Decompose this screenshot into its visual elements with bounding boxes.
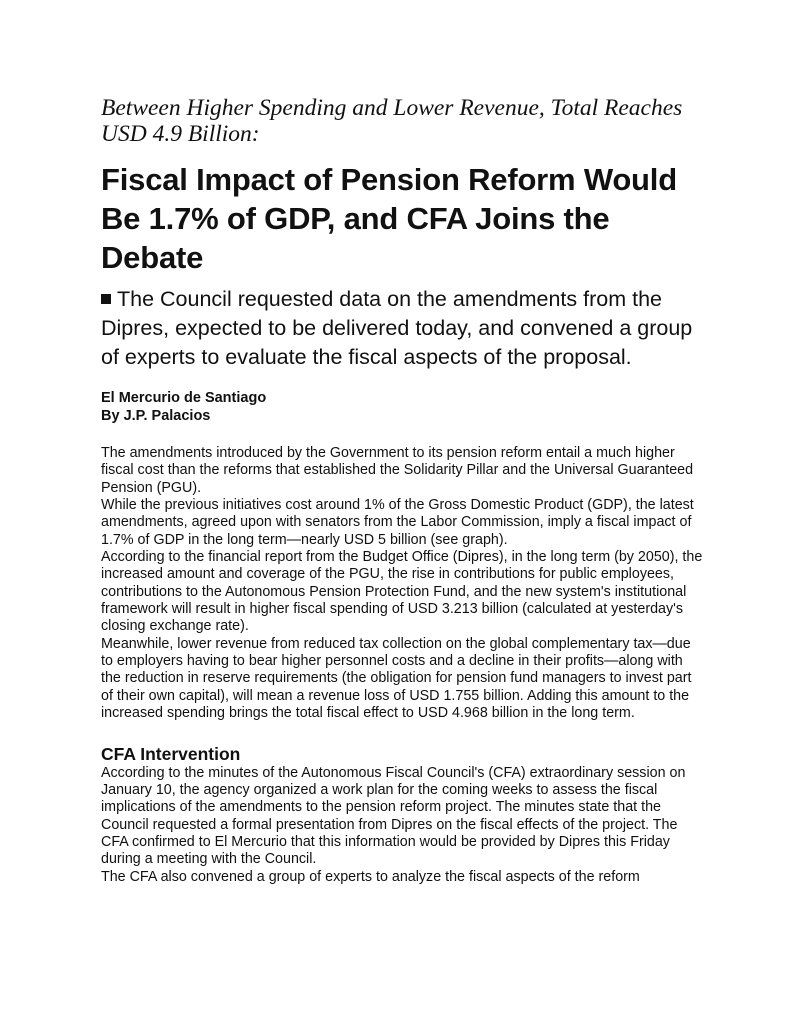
byline: [101, 389, 706, 425]
article-lede: [101, 285, 706, 372]
square-bullet-icon: [101, 294, 111, 304]
article-body: [101, 445, 706, 886]
body-paragraph: According to the financial report from the Budget Office (Dipres), in the long term (by 2050), the increased amount and coverage of the PGU, the rise in contributions for public employees, contributions to the Autonomous Pension Protection Fund, and the new system's institutional framework will result in higher fiscal spending of USD 3.213 billion (calculated at yesterday's closing exchange rate).: [101, 549, 703, 635]
section-paragraph: The CFA also convened a group of experts to analyze the fiscal aspects of the reform: [101, 868, 640, 885]
body-paragraph: Meanwhile, lower revenue from reduced tax collection on the global complementary tax—due to employers having to bear higher personnel costs and a decline in their profits—along with the reduction in reserve requirements (the obligation for pension fund managers to invest part of their own capital), will mean a revenue loss of USD 1.755 billion. Adding this amount to the increased spending brings the total fiscal effect to USD 4.968 billion in the long term.: [101, 635, 692, 722]
article: [101, 95, 706, 886]
article-kicker: Between Higher Spending and Lower Revenue, Total Reaches USD 4.9 Billion:: [101, 95, 683, 147]
body-paragraph: The amendments introduced by the Government to its pension reform entail a much higher fiscal cost than the reforms that established the Solidarity Pillar and the Universal Guaranteed Pension (PGU).: [101, 445, 694, 496]
article-headline: Fiscal Impact of Pension Reform Would Be 1.7% of GDP, and CFA Joins the Debate: [101, 162, 677, 275]
lede-text: The Council requested data on the amendments from the Dipres, expected to be delivered today, and convened a group of experts to evaluate the fiscal aspects of the proposal.: [101, 287, 693, 369]
body-paragraph: While the previous initiatives cost around 1% of the Gross Domestic Product (GDP), the latest amendments, agreed upon with senators from the Labor Commission, imply a fiscal impact of 1.7% of GDP in the long term—nearly USD 5 billion (see graph).: [101, 497, 694, 548]
section-heading: CFA Intervention: [101, 743, 241, 764]
source-name: El Mercurio de Santiago: [101, 390, 267, 406]
author-name: By J.P. Palacios: [101, 408, 211, 424]
section-paragraph: According to the minutes of the Autonomous Fiscal Council's (CFA) extraordinary session on January 10, the agency organized a work plan for the coming weeks to assess the fiscal implications of the amendments to the pension reform project. The minutes state that the Council requested a formal presentation from Dipres on the fiscal effects of the project. The CFA confirmed to El Mercurio that this information would be provided by Dipres this Friday during a meeting with the Council.: [101, 764, 686, 868]
